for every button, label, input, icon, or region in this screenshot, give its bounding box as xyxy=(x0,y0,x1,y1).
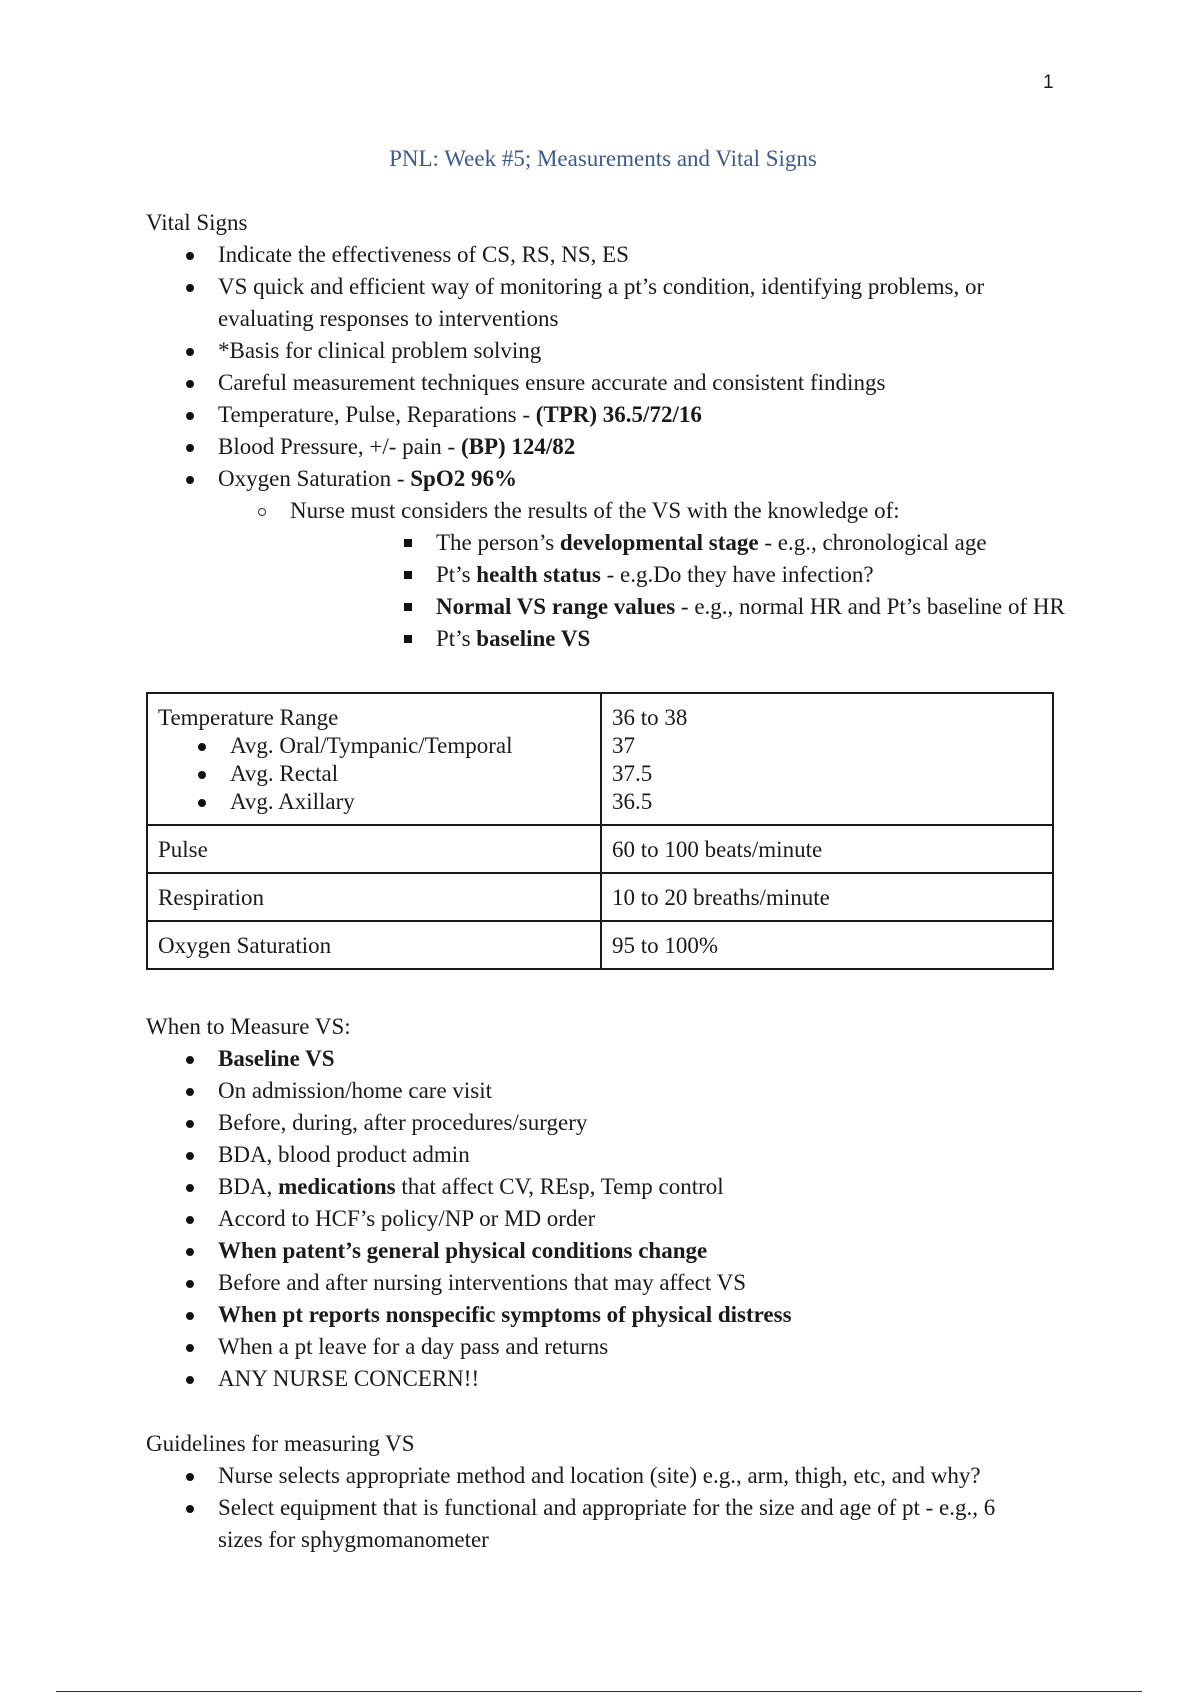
bold-segment: developmental stage xyxy=(559,530,759,555)
list-item: Avg. Oral/Tympanic/Temporal xyxy=(158,732,590,760)
bold-segment: medications xyxy=(278,1174,396,1199)
text-segment: that affect CV, REsp, Temp control xyxy=(395,1174,724,1199)
temperature-site-value: 37.5 xyxy=(612,761,653,786)
table-cell: 95 to 100% xyxy=(601,921,1053,969)
page-number: 1 xyxy=(1043,72,1054,93)
sub-list xyxy=(218,495,1066,655)
when-to-measure-heading: When to Measure VS: xyxy=(146,1014,351,1039)
bold-segment: When patent’s general physical conditions change xyxy=(218,1238,708,1263)
table-cell xyxy=(147,693,601,825)
footer-divider xyxy=(56,1691,1142,1692)
list-item xyxy=(146,1363,1066,1395)
list-item-text: Careful measurement techniques ensure accurate and consistent findings xyxy=(218,370,886,395)
sub-sub-list-item xyxy=(218,527,1066,559)
sub-sub-list-item xyxy=(218,623,1066,655)
list-item xyxy=(146,1139,1066,1171)
list-item-text: Temperature, Pulse, Reparations - xyxy=(218,402,536,427)
bold-segment: When pt reports nonspecific symptoms of physical distress xyxy=(218,1302,792,1327)
table-cell: Respiration xyxy=(147,873,601,921)
sub-sub-list xyxy=(218,527,1066,655)
sub-sub-list-item xyxy=(218,559,1066,591)
list-item xyxy=(146,271,1066,335)
bp-values: (BP) 124/82 xyxy=(460,434,576,459)
list-item-line: Select equipment that is functional and appropriate for the size and age of pt - e.g., 6 xyxy=(218,1495,996,1520)
list-item xyxy=(146,367,1066,399)
text-segment: Accord to HCF’s policy/NP or MD order xyxy=(218,1206,596,1231)
table-row xyxy=(147,693,1053,825)
list-item xyxy=(146,239,1066,271)
list-item xyxy=(146,1492,1066,1556)
list-item-line: evaluating responses to interventions xyxy=(218,306,559,331)
list-item: Avg. Rectal xyxy=(158,760,590,788)
sub-list-item-text: Nurse must considers the results of the VS with the knowledge of: xyxy=(290,498,900,523)
text-segment: ANY NURSE CONCERN!! xyxy=(218,1366,480,1391)
vital-signs-table xyxy=(146,692,1054,970)
list-item-text: Indicate the effectiveness of CS, RS, NS, ES xyxy=(218,242,629,267)
table-cell: 60 to 100 beats/minute xyxy=(601,825,1053,873)
list-item xyxy=(146,335,1066,367)
list-item xyxy=(146,1299,1066,1331)
table-cell: Pulse xyxy=(147,825,601,873)
list-item-text: *Basis for clinical problem solving xyxy=(218,338,542,363)
document-title xyxy=(0,146,1200,172)
list-item: Avg. Axillary xyxy=(158,788,590,816)
document-title-text: PNL: Week #5; Measurements and Vital Signs xyxy=(389,146,817,171)
list-item-line: sizes for sphygmomanometer xyxy=(218,1527,489,1552)
list-item xyxy=(146,463,1066,655)
text-segment: - e.g., chronological age xyxy=(758,530,987,555)
bold-segment: health status xyxy=(476,562,601,587)
tpr-values: (TPR) 36.5/72/16 xyxy=(535,402,702,427)
text-segment: BDA, blood product admin xyxy=(218,1142,470,1167)
list-item xyxy=(146,1075,1066,1107)
list-item xyxy=(146,1460,1066,1492)
bold-segment: baseline VS xyxy=(476,626,591,651)
text-segment: Pt’s xyxy=(436,562,477,587)
text-segment: - e.g.Do they have infection? xyxy=(600,562,874,587)
list-item xyxy=(146,431,1066,463)
text-segment: Pt’s xyxy=(436,626,477,651)
list-item xyxy=(146,1107,1066,1139)
temperature-site-value: 36.5 xyxy=(612,789,653,814)
vital-signs-section xyxy=(146,207,1066,655)
guidelines-section xyxy=(146,1428,1066,1556)
when-to-measure-section xyxy=(146,1011,1066,1395)
text-segment: Before, during, after procedures/surgery xyxy=(218,1110,588,1135)
list-item-line: Nurse selects appropriate method and location (site) e.g., arm, thigh, etc, and why? xyxy=(218,1463,981,1488)
table-cell xyxy=(601,693,1053,825)
vital-signs-heading: Vital Signs xyxy=(146,210,248,235)
temperature-range-value: 36 to 38 xyxy=(612,705,688,730)
bold-segment: Baseline VS xyxy=(218,1046,335,1071)
list-item xyxy=(146,1203,1066,1235)
text-segment: When a pt leave for a day pass and returns xyxy=(218,1334,609,1359)
table-cell: Oxygen Saturation xyxy=(147,921,601,969)
table-cell: 10 to 20 breaths/minute xyxy=(601,873,1053,921)
table-row xyxy=(147,825,1053,873)
list-item xyxy=(146,1235,1066,1267)
temperature-site-value: 37 xyxy=(612,733,635,758)
sub-sub-list-item xyxy=(218,591,1066,623)
list-item-text: Blood Pressure, +/- pain - xyxy=(218,434,461,459)
temperature-sites-list xyxy=(158,732,590,816)
text-segment: The person’s xyxy=(436,530,560,555)
spo2-values: SpO2 96% xyxy=(410,466,517,491)
list-item-text: Oxygen Saturation - xyxy=(218,466,411,491)
text-segment: On admission/home care visit xyxy=(218,1078,493,1103)
table-row xyxy=(147,921,1053,969)
text-segment: BDA, xyxy=(218,1174,279,1199)
sub-list-item xyxy=(146,495,1066,655)
text-segment: - e.g., normal HR and Pt’s baseline of HR xyxy=(675,594,1065,619)
temperature-range-label: Temperature Range xyxy=(158,705,339,730)
list-item xyxy=(146,1171,1066,1203)
list-item-line: VS quick and efficient way of monitoring a pt’s condition, identifying problems, or xyxy=(218,274,985,299)
guidelines-list xyxy=(146,1460,1066,1556)
vital-signs-list xyxy=(146,239,1066,655)
list-item xyxy=(146,1043,1066,1075)
guidelines-heading: Guidelines for measuring VS xyxy=(146,1431,415,1456)
bold-segment: Normal VS range values xyxy=(436,594,676,619)
when-to-measure-list xyxy=(146,1043,1066,1395)
table-row xyxy=(147,873,1053,921)
text-segment: Before and after nursing interventions that may affect VS xyxy=(218,1270,746,1295)
list-item xyxy=(146,1331,1066,1363)
list-item xyxy=(146,399,1066,431)
list-item xyxy=(146,1267,1066,1299)
